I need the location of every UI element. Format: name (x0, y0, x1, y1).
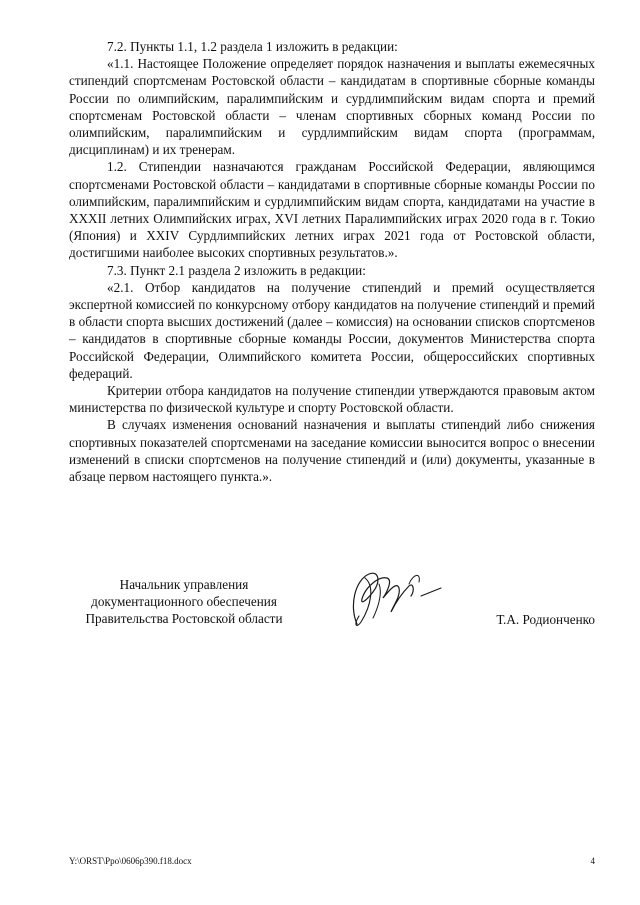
handwritten-signature (335, 566, 455, 632)
footer-file-path: Y:\ORST\Ppo\0606p390.f18.docx (69, 856, 192, 866)
paragraph-7-2: 7.2. Пункты 1.1, 1.2 раздела 1 изложить в редакции: (107, 39, 398, 54)
signer-position-line: Начальник управления (119, 577, 249, 592)
signer-name: Т.А. Родионченко (496, 612, 595, 627)
signer-position (69, 576, 299, 628)
signer-position-line: документационного обеспечения (91, 594, 277, 610)
paragraph-7-3: 7.3. Пункт 2.1 раздела 2 изложить в редакции: (107, 262, 366, 278)
paragraph-1-1: «1.1. Настоящее Положение определяет порядок назначения и выплаты ежемесячных стипендий спортсменам Ростовской области – кандидатам в спортивные сборные команды России по олимпийским, паралимпийским и сурдлимпийским видам спорта и премий спортсменам Ростовской области – членам спортивных сборных команд России по олимпийским, паралимпийским и сурдлимпийским видам спорта (программам, дисциплинам) и их тренерам. (69, 56, 595, 158)
document-body (69, 38, 595, 485)
paragraph-changes: В случаях изменения оснований назначения и выплаты стипендий либо снижения спортивных показателей спортсменами на заседание комиссии выносится вопрос о внесении изменений в списки спортсменов на получение стипендий и (или) документы, указанные в абзаце первом настоящего пункта.». (69, 417, 595, 485)
paragraph-criteria: Критерии отбора кандидатов на получение стипендии утверждаются правовым актом министерства по физической культуре и спорту Ростовской области. (69, 383, 595, 416)
paragraph-1-2: 1.2. Стипендии назначаются гражданам Российской Федерации, являющимся спортсменами Ростовской области – кандидатами в спортивные сборные команды России по олимпийским, паралимпийским и сурдлимпийским видам спорта, кандидатами на участие в XXXII летних Олимпийских играх, XVI летних Паралимпийских играх 2020 года в г. Токио (Япония) и XXIV Сурдлимпийских летних играх 2021 года от Ростовской области, достигшими наиболее высоких спортивных результатов.». (69, 159, 595, 261)
page-number: 4 (590, 856, 595, 866)
signer-position-line: Правительства Ростовской области (85, 611, 283, 627)
paragraph-2-1: «2.1. Отбор кандидатов на получение стипендий и премий осуществляется экспертной комиссией по конкурсному отбору кандидатов на получение стипендий и премий в области спорта высших достижений (далее – комиссия) на основании списков спортсменов – кандидатов в спортивные сборные команды России, документов Министерства спорта Российской Федерации, Олимпийского комитета России, общероссийских спортивных федераций. (69, 279, 595, 381)
